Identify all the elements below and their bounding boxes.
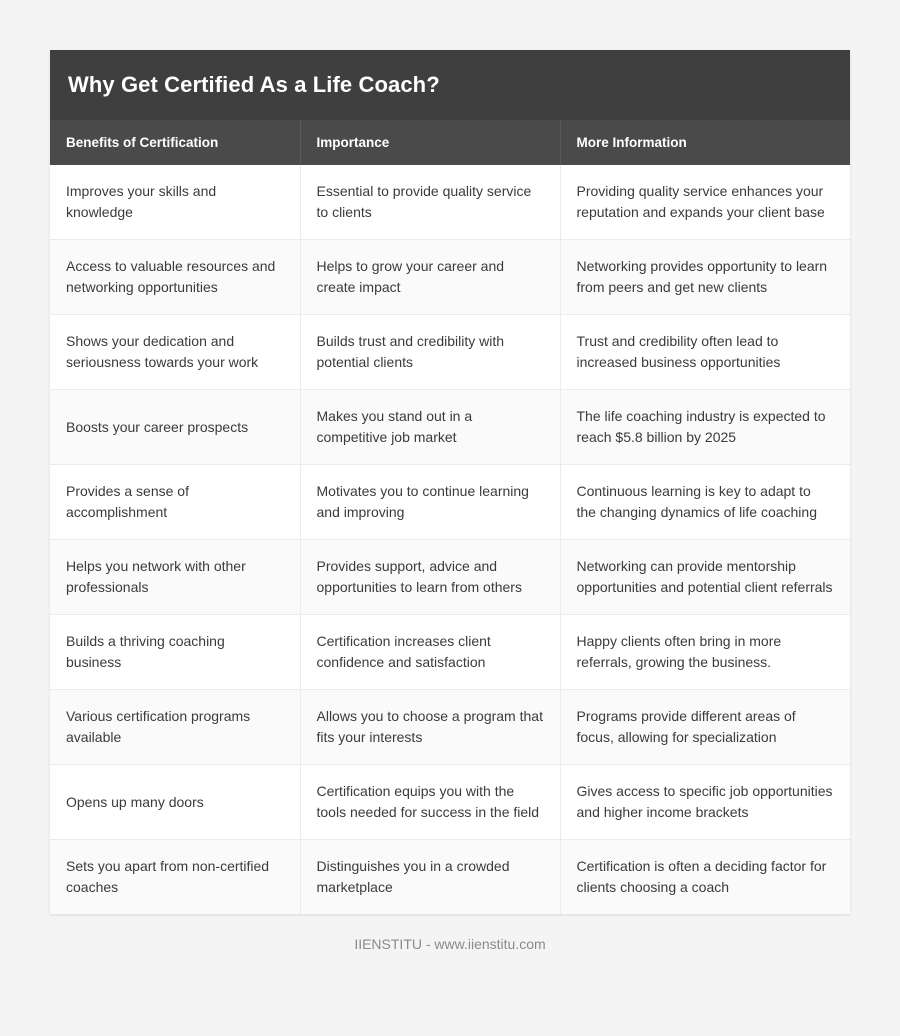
column-header-importance: Importance	[300, 120, 560, 165]
cell-more-information: Networking can provide mentorship opportunities and potential client referrals	[560, 540, 850, 615]
table-row	[50, 690, 850, 765]
table-card	[50, 50, 850, 914]
cell-more-information: Continuous learning is key to adapt to the changing dynamics of life coaching	[560, 465, 850, 540]
cell-more-information: Trust and credibility often lead to increased business opportunities	[560, 315, 850, 390]
cell-benefit: Sets you apart from non-certified coaches	[50, 840, 300, 915]
table-row	[50, 165, 850, 240]
cell-importance: Essential to provide quality service to clients	[300, 165, 560, 240]
table-row	[50, 540, 850, 615]
cell-benefit: Access to valuable resources and networking opportunities	[50, 240, 300, 315]
cell-more-information: Certification is often a deciding factor for clients choosing a coach	[560, 840, 850, 915]
cell-importance: Makes you stand out in a competitive job market	[300, 390, 560, 465]
table-row	[50, 765, 850, 840]
cell-more-information: Happy clients often bring in more referrals, growing the business.	[560, 615, 850, 690]
cell-more-information: Networking provides opportunity to learn from peers and get new clients	[560, 240, 850, 315]
table-header-row	[50, 120, 850, 165]
cell-importance: Allows you to choose a program that fits your interests	[300, 690, 560, 765]
cell-importance: Motivates you to continue learning and improving	[300, 465, 560, 540]
cell-more-information: Programs provide different areas of focus, allowing for specialization	[560, 690, 850, 765]
table-row	[50, 390, 850, 465]
cell-benefit: Builds a thriving coaching business	[50, 615, 300, 690]
cell-benefit: Various certification programs available	[50, 690, 300, 765]
cell-importance: Helps to grow your career and create impact	[300, 240, 560, 315]
table-row	[50, 465, 850, 540]
table-row	[50, 615, 850, 690]
page-title: Why Get Certified As a Life Coach?	[68, 72, 440, 97]
title-bar	[50, 50, 850, 120]
cell-importance: Certification equips you with the tools needed for success in the field	[300, 765, 560, 840]
cell-importance: Distinguishes you in a crowded marketplace	[300, 840, 560, 915]
column-header-more-information: More Information	[560, 120, 850, 165]
table-row	[50, 240, 850, 315]
cell-importance: Certification increases client confidence and satisfaction	[300, 615, 560, 690]
cell-more-information: Gives access to specific job opportunities and higher income brackets	[560, 765, 850, 840]
table-row	[50, 315, 850, 390]
cell-benefit: Provides a sense of accomplishment	[50, 465, 300, 540]
cell-more-information: Providing quality service enhances your reputation and expands your client base	[560, 165, 850, 240]
cell-benefit: Boosts your career prospects	[50, 390, 300, 465]
cell-more-information: The life coaching industry is expected to reach $5.8 billion by 2025	[560, 390, 850, 465]
footer-credit: IIENSTITU - www.iienstitu.com	[354, 936, 546, 952]
table-body	[50, 165, 850, 914]
cell-benefit: Helps you network with other professionals	[50, 540, 300, 615]
cell-benefit: Improves your skills and knowledge	[50, 165, 300, 240]
table-row	[50, 840, 850, 915]
column-header-benefits: Benefits of Certification	[50, 120, 300, 165]
cell-benefit: Shows your dedication and seriousness towards your work	[50, 315, 300, 390]
cell-benefit: Opens up many doors	[50, 765, 300, 840]
cell-importance: Builds trust and credibility with potential clients	[300, 315, 560, 390]
cell-importance: Provides support, advice and opportunities to learn from others	[300, 540, 560, 615]
table-head	[50, 120, 850, 165]
benefits-table	[50, 120, 850, 914]
